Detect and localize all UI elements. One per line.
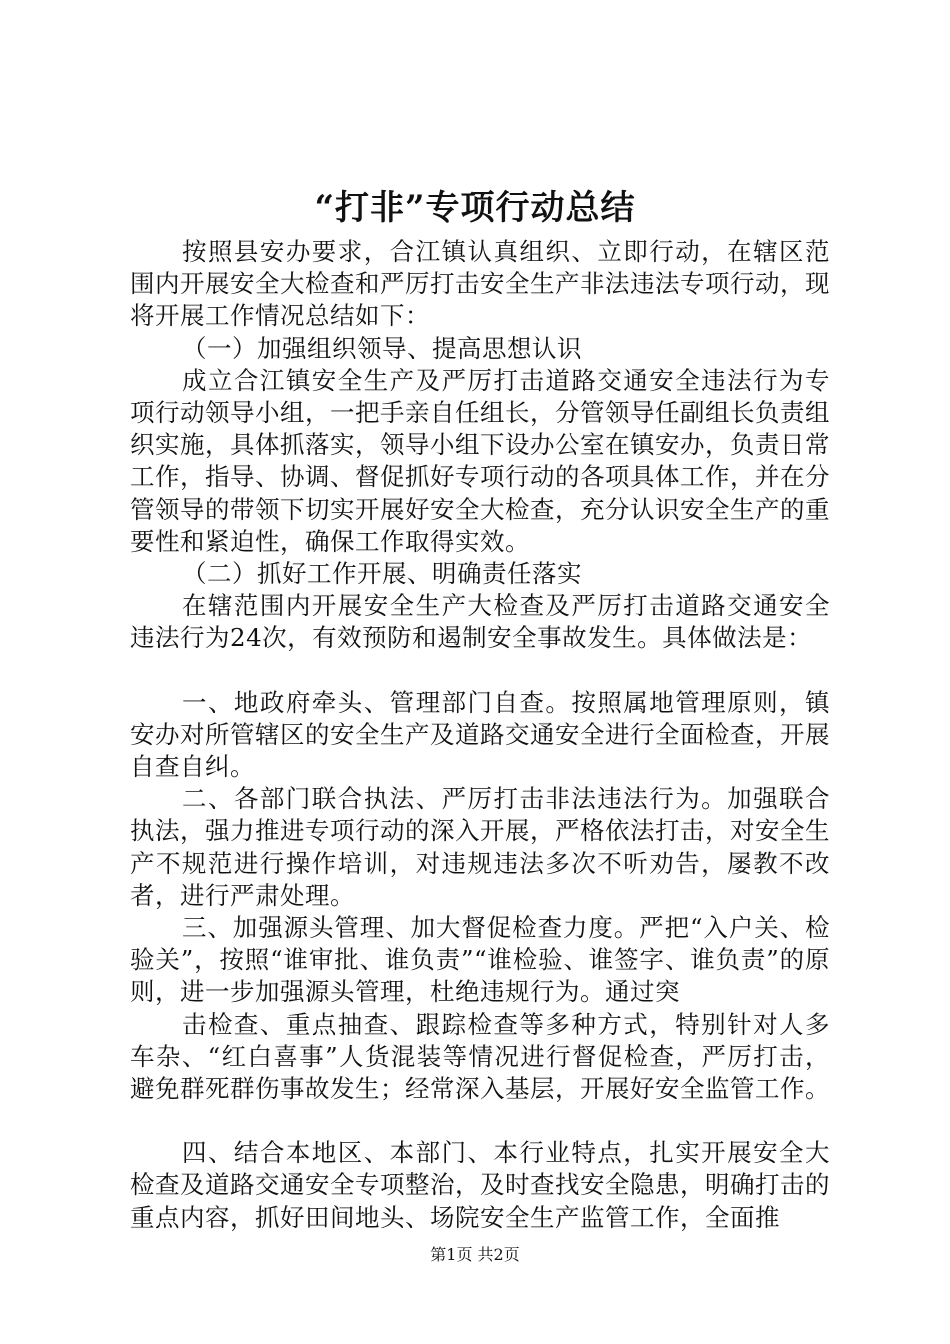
section-heading-2: （二）抓好工作开展、明确责任落实: [182, 559, 582, 589]
section-heading-1: （一）加强组织领导、提高思想认识: [182, 333, 582, 363]
paragraph-section-1: 成立合江镇安全生产及严厉打击道路交通安全违法行为专项行动领导小组，一把手亲自任组长，分管领导任副组长负责组织实施，具体抓落实，领导小组下设办公室在镇安办，负责日常工作，指导、协调、督促抓好专项行动的各项具体工作，并在分管领导的带领下切实开展好安全大检查，充分认识安全生产的重要性和紧迫性，确保工作取得实效。: [130, 365, 830, 556]
paragraph-spacer: [130, 1105, 830, 1137]
page-number: 第1页 共2页: [430, 1245, 520, 1264]
paragraph-item-1: 一、地政府牵头、管理部门自查。按照属地管理原则，镇安办对所管辖区的安全生产及道路交通安全进行全面检查，开展自查自纠。: [130, 687, 830, 782]
paragraph-spacer: [130, 655, 830, 687]
paragraph-item-4: 四、结合本地区、本部门、本行业特点，扎实开展安全大检查及道路交通安全专项整治，及时查找安全隐患，明确打击的重点内容，抓好田间地头、场院安全生产监管工作，全面推: [130, 1138, 830, 1232]
paragraph-intro: 按照县安办要求，合江镇认真组织、立即行动，在辖区范围内开展安全大检查和严厉打击安全生产非法违法专项行动，现将开展工作情况总结如下：: [130, 237, 830, 331]
paragraph-section-2: 在辖范围内开展安全生产大检查及严厉打击道路交通安全违法行为24次，有效预防和遏制安全事故发生。具体做法是：: [130, 591, 830, 653]
paragraph-item-2: 二、各部门联合执法、严厉打击非法违法行为。加强联合执法，强力推进专项行动的深入开展，严格依法打击，对安全生产不规范进行操作培训，对违规违法多次不听劝告，屡教不改者，进行严肃处理。: [130, 784, 830, 910]
paragraph-item-3-continued: 击检查、重点抽查、跟踪检查等多种方式，特别针对人多车杂、“红白喜事”人货混装等情况进行督促检查，严厉打击，避免群死群伤事故发生；经常深入基层，开展好安全监管工作。: [130, 1009, 830, 1104]
paragraph-item-3: 三、加强源头管理、加大督促检查力度。严把“入户关、检验关”，按照“谁审批、谁负责”“谁检验、谁签字、谁负责”的原则，进一步加强源头管理，杜绝违规行为。通过突: [130, 913, 830, 1007]
document-title: “打非”专项行动总结: [314, 188, 636, 228]
document-body: [130, 236, 830, 1234]
